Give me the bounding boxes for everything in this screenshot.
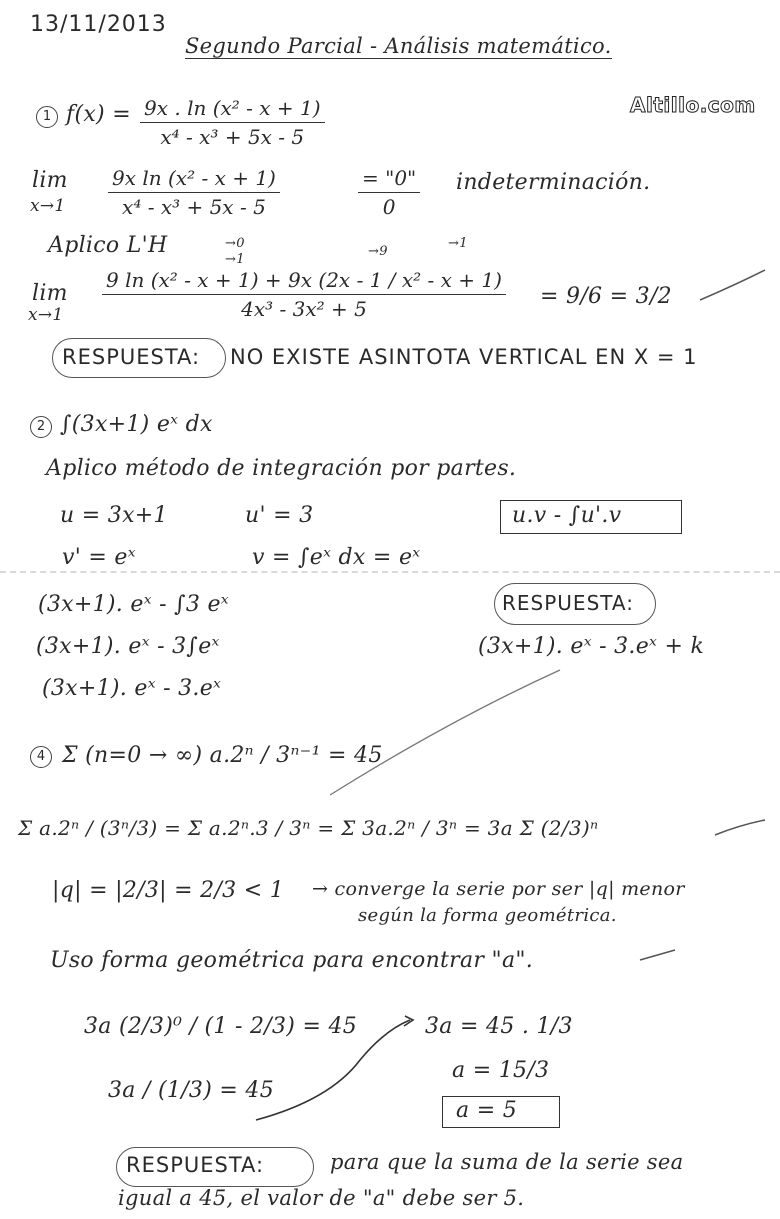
ex4-ratio: |q| = |2/3| = 2/3 < 1 [52,878,285,903]
exercise-1-number: 1 [36,106,58,128]
ex4-answer-label: RESPUESTA: [126,1153,265,1177]
ex4-eq4: a = 15/3 [452,1058,550,1083]
ex1-lh-numerator: 9 ln (x² - x + 1) + 9x (2x - 1 / x² - x + 1) [106,268,502,292]
ex1-fx-numerator: 9x . ln (x² - x + 1) [144,96,321,120]
ex1-answer-text: NO EXISTE ASINTOTA VERTICAL EN X = 1 [230,345,698,369]
ex1-lim: lim [32,168,68,193]
ex4-series: Σ (n=0 → ∞) a.2ⁿ / 3ⁿ⁻¹ = 45 [62,743,383,768]
ex1-lim-denominator: x⁴ - x³ + 5x - 5 [122,195,266,219]
ex1-lim-fraction [108,166,280,219]
ex1-answer-label: RESPUESTA: [62,345,201,369]
ex1-lim-numerator: 9x ln (x² - x + 1) [112,166,276,190]
ex4-answer-text1: para que la suma de la serie sea [330,1150,684,1174]
ex2-answer-label: RESPUESTA: [502,591,634,615]
ex4-final: a = 5 [456,1098,518,1123]
ex1-lh-fraction [102,268,506,321]
ex2-u: u = 3x+1 [60,503,168,528]
ex1-indet-denominator: 0 [382,195,396,219]
ex1-lh-lim: lim [32,281,68,306]
ex1-hint-c: →9 [368,244,388,259]
ex4-use-form: Uso forma geométrica para encontrar "a". [50,948,534,973]
scan-fold-line [0,571,780,573]
ex2-v-prime: v' = eˣ [62,545,136,570]
ex4-rewrite: Σ a.2ⁿ / (3ⁿ/3) = Σ a.2ⁿ.3 / 3ⁿ = Σ 3a.2ⁿ / 3ⁿ = 3a Σ (2/3)ⁿ [18,816,599,840]
ex1-indet-fraction [358,166,420,219]
ex2-u-prime: u' = 3 [245,503,314,528]
ex1-lh-lim-sub: x→1 [28,305,64,325]
ex1-hint-a: →0 [225,236,245,251]
ex4-eq1: 3a (2/3)⁰ / (1 - 2/3) = 45 [84,1014,358,1039]
ex4-answer-text2: igual a 45, el valor de "a" debe ser 5. [118,1186,525,1210]
fraction-bar [358,192,420,193]
ex1-fx-denominator: x⁴ - x³ + 5x - 5 [160,125,305,149]
ex2-method: Aplico método de integración por partes. [46,456,517,481]
fraction-bar [102,294,506,295]
ex1-hint-d: →1 [448,236,468,251]
exercise-2-number: 2 [30,416,52,438]
ex2-step2: (3x+1). eˣ - 3∫eˣ [36,634,220,659]
exam-title: Segundo Parcial - Análisis matemático. [185,34,612,58]
ex4-eq3: 3a = 45 . 1/3 [425,1014,573,1039]
ex1-lhopital: Aplico L'H [48,233,168,258]
ex2-step1: (3x+1). eˣ - ∫3 eˣ [38,592,229,617]
exam-date: 13/11/2013 [30,12,167,37]
ex4-converge: → converge la serie por ser |q| menor [312,878,685,900]
ex4-eq2: 3a / (1/3) = 45 [108,1078,274,1103]
ex1-lim-sub: x→1 [30,196,66,216]
fraction-bar [140,122,325,123]
ex2-v: v = ∫eˣ dx = eˣ [252,545,421,570]
ex2-integral: ∫(3x+1) eˣ dx [60,412,213,437]
exercise-4-number: 4 [30,746,52,768]
ex4-converge2: según la forma geométrica. [358,905,617,926]
ex1-lh-denominator: 4x³ - 3x² + 5 [241,297,367,321]
fraction-bar [108,192,280,193]
ex1-fx-lhs: f(x) = [66,102,131,127]
ex1-hint-b: →1 [225,252,245,267]
ex1-indet-numerator: = "0" [362,166,417,190]
brand-watermark: Altillo.com [630,93,756,117]
ex1-lh-result: = 9/6 = 3/2 [540,284,672,309]
ex2-answer-text: (3x+1). eˣ - 3.eˣ + k [478,634,705,659]
ex1-indet-label: indeterminación. [456,170,651,195]
ex2-step3: (3x+1). eˣ - 3.eˣ [42,676,222,701]
ex2-formula: u.v - ∫u'.v [512,503,622,528]
ex1-fx-fraction [140,96,325,149]
